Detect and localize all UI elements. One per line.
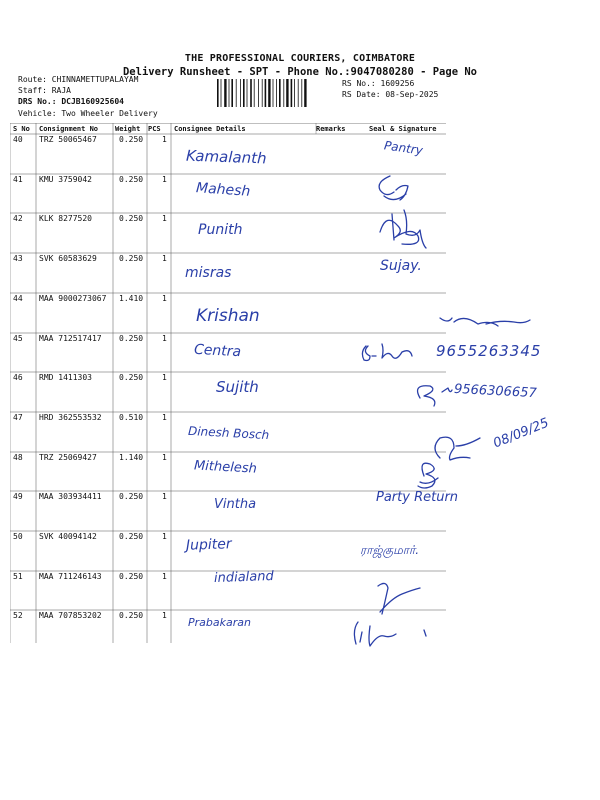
document-title: THE PROFESSIONAL COURIERS, COIMBATORE	[184, 53, 416, 64]
seal-text-47: 08/09/25	[491, 415, 552, 452]
staff-value: RAJA	[51, 86, 71, 95]
signature-51	[378, 583, 420, 614]
cell-sno: 44	[13, 294, 23, 303]
cell-weight: 0.510	[119, 413, 144, 422]
cell-pcs: 1	[162, 492, 167, 501]
cell-pcs: 1	[162, 334, 167, 343]
cell-sno: 47	[13, 413, 23, 422]
cell-consignment: MAA 711246143	[39, 572, 102, 581]
seal-text-45: 9655263345	[436, 342, 542, 360]
cell-sno: 49	[13, 492, 23, 501]
rs-no-value: 1609256	[380, 79, 415, 88]
vehicle-label: Vehicle:	[18, 109, 57, 118]
rs-date-label: RS Date:	[342, 90, 381, 99]
cell-sno: 52	[13, 611, 23, 620]
cell-consignment: TRZ 25069427	[39, 453, 97, 462]
cell-weight: 0.250	[119, 373, 144, 382]
cell-pcs: 1	[162, 254, 167, 263]
cell-weight: 0.250	[119, 175, 144, 184]
cell-pcs: 1	[162, 413, 167, 422]
signature-46	[418, 386, 452, 406]
cell-pcs: 1	[162, 175, 167, 184]
seal-text-40: Pantry	[383, 138, 424, 158]
rs-date-value: 08-Sep-2025	[385, 90, 439, 99]
header-seal: Seal & Signature	[369, 125, 437, 133]
drs-value: DCJB160925604	[61, 97, 124, 106]
cell-consignment: SVK 60583629	[39, 254, 97, 263]
cell-weight: 0.250	[119, 334, 144, 343]
cell-pcs: 1	[162, 373, 167, 382]
header-consignee: Consignee Details	[174, 125, 246, 133]
document-subtitle: Delivery Runsheet - SPT - Phone No.:9047080280 - Page No	[122, 66, 477, 78]
signature-42	[380, 210, 426, 248]
cell-consignment: MAA 707853202	[39, 611, 102, 620]
consignee-handwriting-45: Centra	[193, 341, 242, 361]
cell-sno: 43	[13, 254, 23, 263]
cell-consignment: MAA 303934411	[39, 492, 102, 501]
cell-consignment: MAA 9000273067	[39, 294, 107, 303]
cell-pcs: 1	[162, 572, 167, 581]
cell-consignment: KLK 8277520	[39, 214, 92, 223]
drs-label: DRS No.:	[18, 97, 57, 106]
header-weight: Weight	[115, 125, 141, 133]
vehicle-value: Two Wheeler Delivery	[61, 109, 158, 118]
cell-sno: 46	[13, 373, 23, 382]
cell-sno: 40	[13, 135, 23, 144]
consignee-handwriting-41: Mahesh	[195, 180, 251, 200]
cell-consignment: MAA 712517417	[39, 334, 102, 343]
cell-sno: 48	[13, 453, 23, 462]
seal-text-43: Sujay.	[380, 258, 422, 274]
seal-text-46: 9566306657	[453, 381, 538, 402]
cell-pcs: 1	[162, 294, 167, 303]
cell-weight: 0.250	[119, 135, 144, 144]
cell-pcs: 1	[162, 453, 167, 462]
route-value: CHINNAMETTUPALAYAM	[51, 75, 139, 84]
signature-47	[435, 437, 480, 460]
consignee-handwriting-43: misras	[185, 265, 232, 281]
cell-weight: 0.250	[119, 611, 144, 620]
cell-sno: 51	[13, 572, 23, 581]
staff-label: Staff:	[18, 86, 47, 95]
cell-consignment: RMD 1411303	[39, 373, 92, 382]
cell-pcs: 1	[162, 532, 167, 541]
consignee-handwriting-48: Mithelesh	[193, 458, 258, 477]
cell-weight: 0.250	[119, 572, 144, 581]
cell-weight: 0.250	[119, 532, 144, 541]
cell-weight: 0.250	[119, 254, 144, 263]
cell-sno: 42	[13, 214, 23, 223]
seal-text-50: ராஜ்குமார்.	[360, 543, 420, 557]
header-consignment: Consignment No	[39, 125, 99, 133]
signature-45	[362, 344, 412, 361]
cell-pcs: 1	[162, 135, 167, 144]
consignee-handwriting-46: Sujith	[216, 378, 259, 396]
rs-no-label: RS No.:	[342, 79, 376, 88]
signature-52	[354, 622, 426, 646]
consignee-handwriting-52: Prabakaran	[188, 616, 251, 629]
cell-consignment: SVK 40094142	[39, 532, 97, 541]
consignee-handwriting-50: Jupiter	[185, 536, 232, 554]
consignee-handwriting-42: Punith	[198, 222, 243, 238]
signature-44	[440, 318, 530, 326]
header-pcs: PCS	[148, 125, 161, 133]
cell-sno: 50	[13, 532, 23, 541]
consignee-handwriting-49: Vintha	[214, 497, 257, 512]
cell-weight: 0.250	[119, 214, 144, 223]
consignee-handwriting-44: Krishan	[196, 306, 260, 326]
header-remarks: Remarks	[316, 125, 346, 133]
cell-pcs: 1	[162, 214, 167, 223]
header-sno: S No	[13, 125, 30, 133]
seal-text-49: Party Return	[376, 490, 459, 505]
cell-sno: 45	[13, 334, 23, 343]
consignee-handwriting-51: indialand	[213, 568, 275, 587]
cell-weight: 1.410	[119, 294, 144, 303]
consignee-handwriting-47: Dinesh Bosch	[187, 423, 270, 443]
signature-48	[418, 463, 438, 488]
signature-41	[379, 176, 408, 200]
route-label: Route:	[18, 75, 47, 84]
cell-sno: 41	[13, 175, 23, 184]
cell-weight: 0.250	[119, 492, 144, 501]
cell-weight: 1.140	[119, 453, 144, 462]
consignee-handwriting-40: Kamalanth	[185, 146, 267, 168]
cell-consignment: KMU 3759042	[39, 175, 92, 184]
cell-consignment: HRD 362553532	[39, 413, 102, 422]
cell-consignment: TRZ 50065467	[39, 135, 97, 144]
cell-pcs: 1	[162, 611, 167, 620]
